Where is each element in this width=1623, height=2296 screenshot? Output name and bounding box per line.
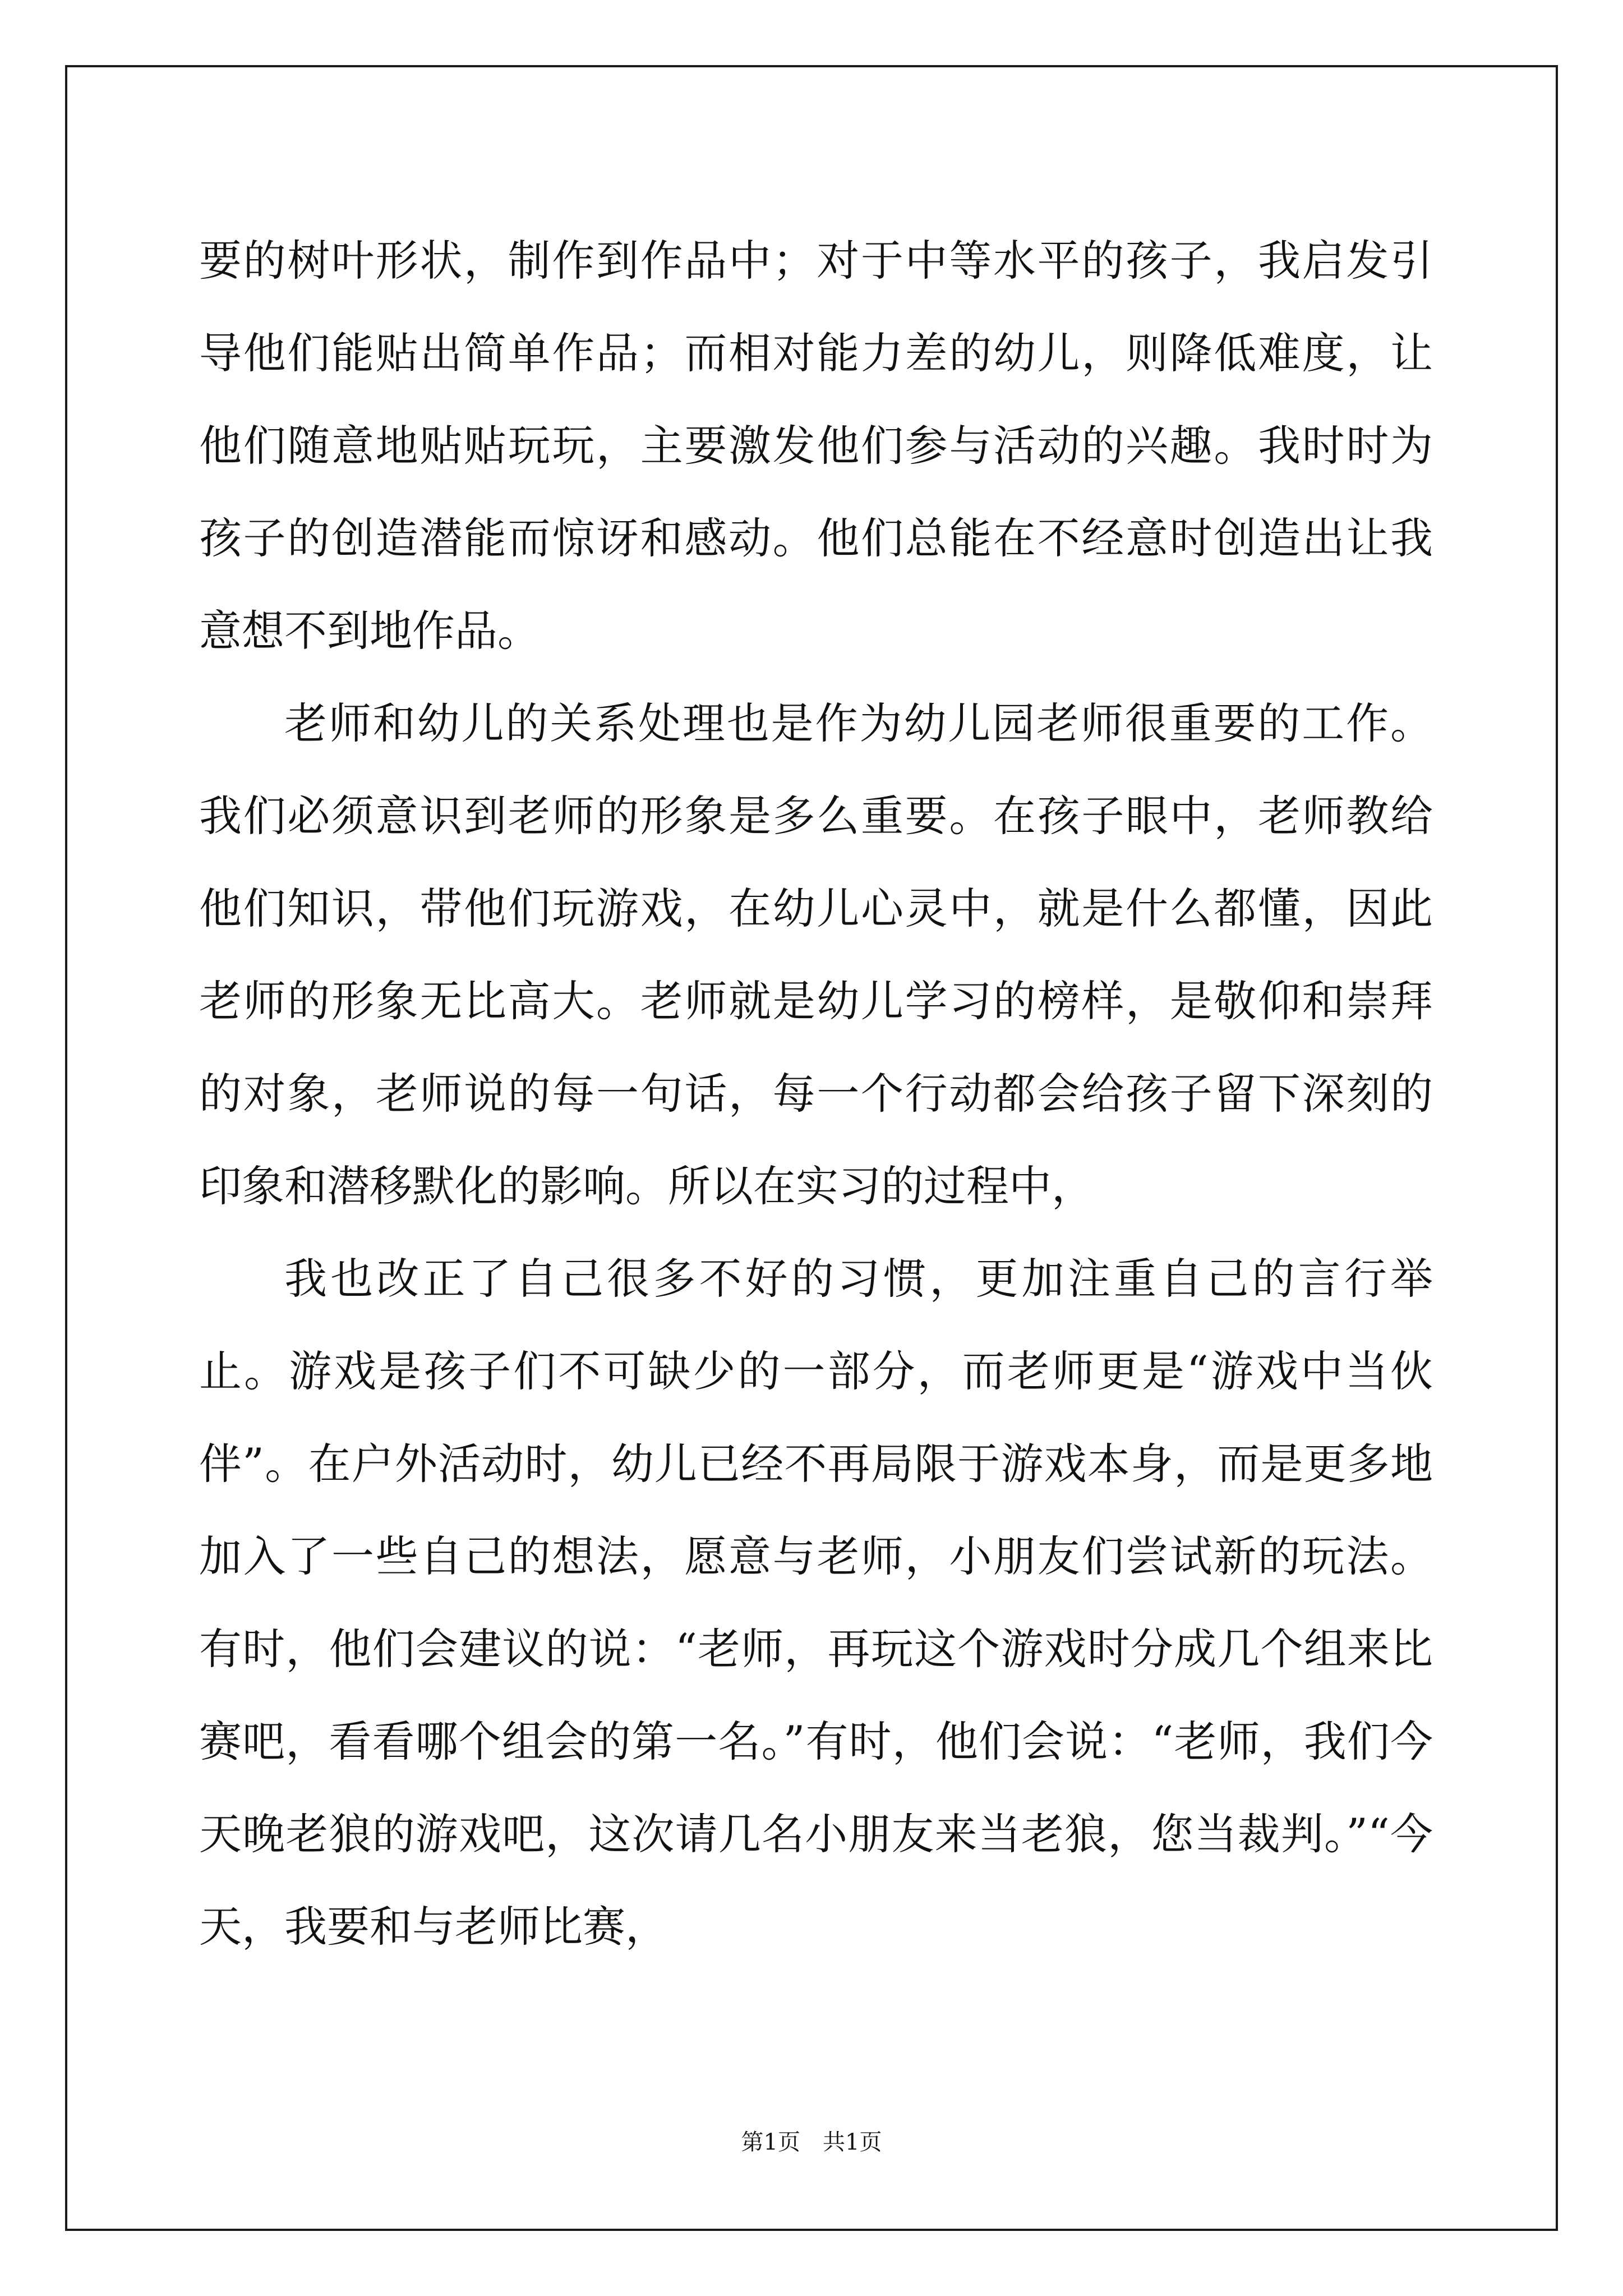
- paragraph-2: 老师和幼儿的关系处理也是作为幼儿园老师很重要的工作。我们必须意识到老师的形象是多么重要。在孩子眼中，老师教给他们知识，带他们玩游戏，在幼儿心灵中，就是什么都懂，因此老师的形象无比高大。老师就是幼儿学习的榜样，是敬仰和崇拜的对象，老师说的每一句话，每一个行动都会给孩子留下深刻的印象和潜移默化的影响。所以在实习的过程中，: [199, 698, 1433, 1211]
- paragraph-3: 我也改正了自己很多不好的习惯，更加注重自己的言行举止。游戏是孩子们不可缺少的一部分，而老师更是“游戏中当伙伴”。在户外活动时，幼儿已经不再局限于游戏本身，而是更多地加入了一些自己的想法，愿意与老师，小朋友们尝试新的玩法。有时，他们会建议的说：“老师，再玩这个游戏时分成几个组来比赛吧，看看哪个组会的第一名。”有时，他们会说：“老师，我们今天晚老狼的游戏吧，这次请几名小朋友来当老狼，您当裁判。”“今天，我要和与老师比赛，: [199, 1254, 1433, 1952]
- page-footer: [0, 2125, 1623, 2159]
- page-number: 第1页: [741, 2129, 800, 2155]
- document-body: [199, 214, 1433, 1973]
- page-total: 共1页: [823, 2129, 882, 2155]
- paragraph-1: 要的树叶形状，制作到作品中；对于中等水平的孩子，我启发引导他们能贴出简单作品；而相对能力差的幼儿，则降低难度，让他们随意地贴贴玩玩，主要激发他们参与活动的兴趣。我时时为孩子的创造潜能而惊讶和感动。他们总能在不经意时创造出让我意想不到地作品。: [199, 236, 1433, 656]
